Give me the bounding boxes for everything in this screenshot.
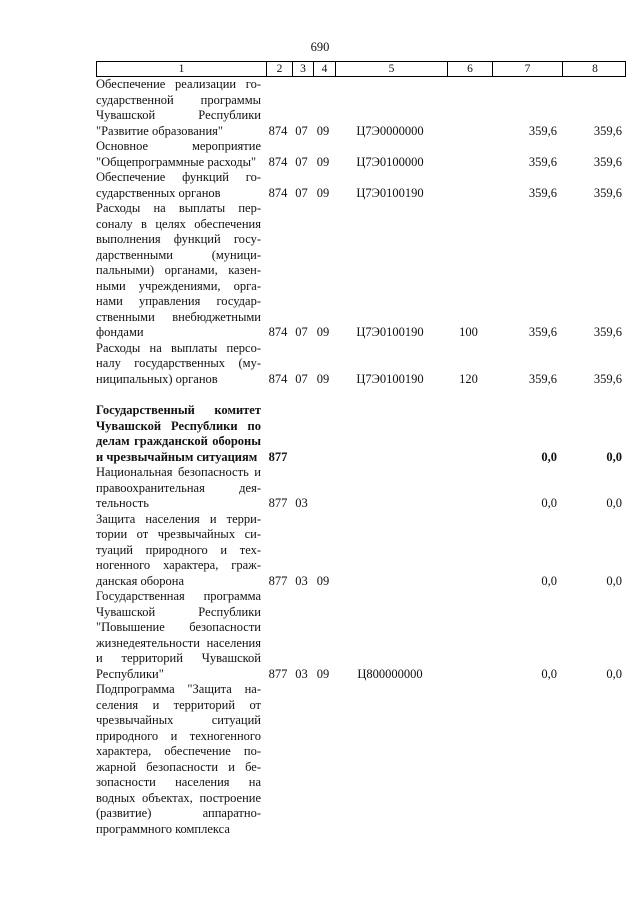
row-description: Основное мероприятие "Общепрограммные расходы" (96, 139, 261, 169)
amount-col-7: 0,0 (541, 449, 557, 464)
column-header-4: 4 (313, 62, 335, 76)
budget-table (96, 61, 626, 837)
column-header-1: 1 (178, 63, 185, 75)
subsection-code: 09 (316, 573, 330, 588)
subsection-code: 09 (316, 154, 330, 169)
admin-code: 874 (268, 371, 288, 386)
amount-col-8: 359,6 (593, 123, 622, 138)
subsection-code: 09 (316, 371, 330, 386)
target-article-code: Ц7Э0100000 (356, 154, 424, 169)
row-description: Обеспечение функций государственных органов (96, 170, 261, 200)
table-row (96, 341, 626, 388)
table-row (96, 170, 626, 201)
row-description: Защита населения и территории от чрезвычайных ситуаций природного и техногенного характера, гражданская оборона (96, 511, 261, 588)
target-article-code: Ц7Э0000000 (356, 123, 424, 138)
target-article-code: Ц7Э0100190 (356, 325, 424, 339)
amount-col-7: 0,0 (541, 573, 557, 588)
table-header-row (96, 61, 626, 77)
row-description: Подпрограмма "Защита населения и территорий от чрезвычайных ситуаций природного и техногенного характера, обеспечение пожарной безопасности и безопасности населения на водных объектах, построение (развитие) аппаратно-программного комплекса (96, 682, 261, 836)
row-description: Обеспечение реализации государственной программы Чувашской Республики "Развитие образования" (96, 77, 261, 138)
amount-col-7: 359,6 (528, 154, 557, 169)
amount-col-8: 359,6 (593, 154, 622, 169)
amount-col-8: 359,6 (593, 371, 622, 386)
table-row (96, 589, 626, 682)
section-code: 07 (295, 371, 308, 386)
table-row (96, 465, 626, 512)
section-code: 03 (295, 666, 308, 681)
expense-type-code: 120 (459, 371, 478, 386)
amount-col-7: 359,6 (528, 325, 557, 339)
table-row (96, 682, 626, 837)
admin-code: 877 (268, 496, 288, 510)
table-row (96, 139, 626, 170)
section-code: 03 (295, 496, 308, 510)
column-header-6: 6 (447, 62, 492, 76)
target-article-code: Ц7Э0100190 (356, 185, 424, 200)
admin-code: 877 (268, 573, 288, 588)
amount-col-8: 0,0 (606, 666, 622, 681)
amount-col-8: 0,0 (606, 573, 622, 588)
row-description: Расходы на выплаты персоналу в целях обеспечения выполнения функций государственными (муниципальными) органами, казенными учреждениями, органами управления государственными внебюджетными фондами (96, 201, 261, 339)
amount-col-8: 0,0 (606, 449, 622, 464)
subsection-code: 09 (316, 325, 330, 339)
section-code: 07 (295, 185, 308, 200)
amount-col-7: 0,0 (541, 496, 557, 510)
table-body (96, 77, 626, 837)
section-code: 07 (295, 325, 308, 339)
column-header-8: 8 (562, 62, 627, 76)
expense-type-code: 100 (459, 325, 478, 339)
section-code: 07 (295, 154, 308, 169)
page-number: 690 (310, 40, 330, 54)
column-header-3: 3 (292, 62, 313, 76)
admin-code: 877 (268, 666, 288, 681)
amount-col-8: 0,0 (606, 496, 622, 510)
amount-col-7: 359,6 (528, 123, 557, 138)
admin-code: 874 (268, 154, 288, 169)
target-article-code: Ц7Э0100190 (356, 371, 424, 386)
subsection-code: 09 (316, 185, 330, 200)
amount-col-7: 359,6 (528, 371, 557, 386)
row-description: Расходы на выплаты персоналу государственных (муниципальных) органов (96, 340, 261, 386)
target-article-code: Ц800000000 (357, 666, 423, 681)
table-row (96, 201, 626, 341)
section-code: 03 (295, 573, 308, 588)
amount-col-8: 359,6 (593, 325, 622, 339)
row-description: Государственный комитет Чувашской Республики по делам гражданской обороны и чрезвычайным ситуациям (96, 403, 261, 464)
section-code: 07 (295, 123, 308, 138)
admin-code: 874 (268, 185, 288, 200)
row-description: Национальная безопасность и правоохранительная деятельность (96, 465, 261, 510)
amount-col-7: 359,6 (528, 185, 557, 200)
row-spacer (96, 387, 626, 403)
table-row (96, 77, 626, 139)
subsection-code: 09 (316, 666, 330, 681)
table-row (96, 403, 626, 465)
admin-code: 877 (268, 449, 288, 464)
row-description: Государственная программа Чувашской Республики "Повышение безопасности жизнедеятельности населения и территорий Чувашской Республики" (96, 589, 261, 681)
admin-code: 874 (268, 123, 288, 138)
column-header-2: 2 (266, 62, 292, 76)
subsection-code: 09 (316, 123, 330, 138)
column-header-7: 7 (492, 62, 562, 76)
table-row (96, 512, 626, 590)
admin-code: 874 (268, 325, 288, 339)
column-header-5: 5 (335, 62, 447, 76)
amount-col-7: 0,0 (541, 666, 557, 681)
amount-col-8: 359,6 (593, 185, 622, 200)
